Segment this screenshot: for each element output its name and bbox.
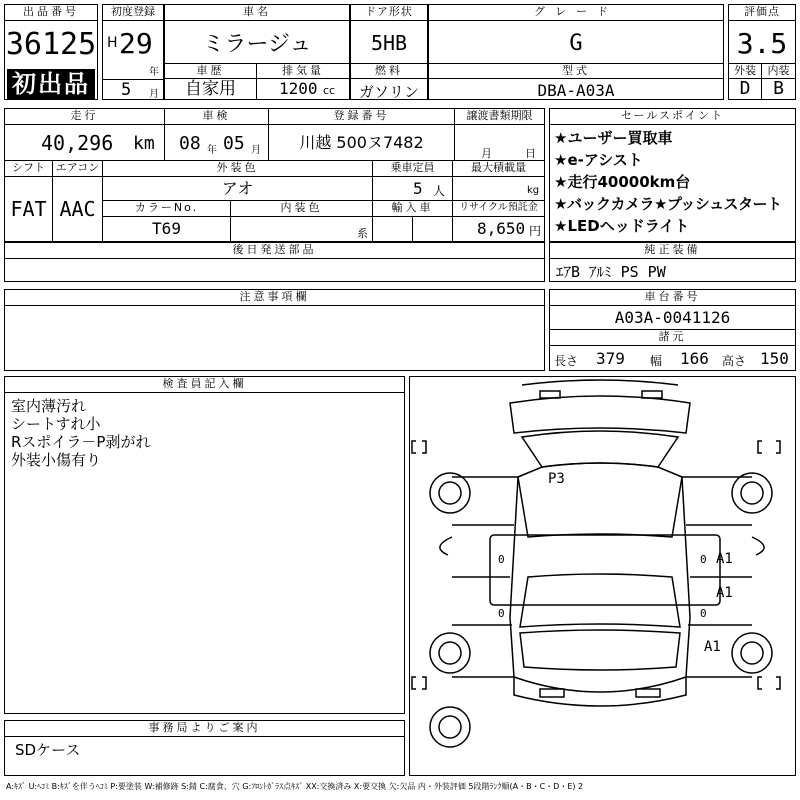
- history-label: 車歴: [165, 63, 257, 79]
- first-reg-year: 29: [119, 27, 153, 60]
- later-parts-label: 後日発送部品: [5, 243, 544, 259]
- height-label: 高さ: [722, 354, 747, 368]
- int-color-unit: 系: [357, 227, 368, 240]
- spec-label: 諸元: [550, 330, 795, 346]
- load-unit: kg: [527, 185, 540, 196]
- notes-box: [4, 289, 545, 371]
- load-label: 最大積載量: [453, 161, 544, 177]
- sales-point: ★ユーザー買取車: [554, 129, 673, 147]
- car-diagram: [409, 376, 796, 776]
- car-name-label: 車名: [165, 5, 349, 21]
- inspector-note: シートすれ小: [11, 415, 101, 433]
- import-label: 輸入車: [373, 201, 453, 217]
- door-box: [350, 4, 428, 100]
- sales-point: ★LEDヘッドライト: [554, 217, 690, 235]
- notes-label: 注意事項欄: [5, 290, 544, 306]
- model-label: 型式: [429, 63, 723, 79]
- ext-color-value: アオ: [103, 177, 373, 201]
- inspection-year-unit: 年: [207, 145, 217, 156]
- displacement-value: 1200: [279, 79, 318, 98]
- chassis-box: [549, 289, 796, 371]
- damage-mark: P3: [548, 471, 565, 487]
- lot-number: 36125: [5, 27, 97, 62]
- exterior-label: 外装: [729, 63, 762, 79]
- damage-mark: A1: [704, 639, 721, 655]
- mileage-label: 走行: [5, 109, 165, 125]
- exterior-grade: D: [729, 79, 762, 99]
- width-label: 幅: [650, 354, 663, 368]
- capacity-value: 5: [413, 179, 423, 198]
- inspector-note: Rスポイラ－P剥がれ: [11, 433, 151, 451]
- equipment-value: ｴｱB ｱﾙﾐ PS PW: [556, 263, 666, 281]
- sales-point: ★バックカメラ★プッシュスタート: [554, 195, 782, 213]
- shift-value: FAT: [5, 177, 53, 241]
- zero-mark: 0: [700, 553, 707, 566]
- zero-mark: 0: [700, 607, 707, 620]
- interior-label: 内装: [762, 63, 795, 79]
- legend-text: A:ｷｽﾞ U:ﾍｺﾐ B:ｷｽﾞを伴うﾍｺﾐ P:要塗装 W:補修跡 S:錆 C:腐食、穴 G:ﾌﾛﾝﾄｶﾞﾗｽ点ｷｽﾞ XX:交換済み X:要交換 欠:欠品 内・外装評価 5段階ﾗﾝｸ順(A・B・C・D・E) 2: [6, 782, 584, 791]
- ac-value: AAC: [53, 177, 103, 241]
- transfer-day-unit: 日: [525, 147, 536, 160]
- first-listing-badge: 初出品: [7, 69, 95, 99]
- inspector-note: 外装小傷有り: [11, 451, 102, 469]
- inspection-month-unit: 月: [251, 145, 261, 156]
- length-value: 379: [596, 349, 625, 368]
- zero-mark: 0: [498, 607, 505, 620]
- shift-label: シフト: [5, 161, 53, 177]
- lot-label: 出品番号: [5, 5, 97, 21]
- sales-points-label: セールスポイント: [550, 109, 795, 125]
- chassis-value: A03A-0041126: [550, 306, 795, 330]
- car-name-box: [164, 4, 350, 100]
- history-value: 自家用: [165, 79, 257, 99]
- first-registration-box: [102, 4, 164, 100]
- sales-point: ★e-アシスト: [554, 151, 643, 169]
- lot-box: [4, 4, 98, 100]
- color-no-label: カラーNo.: [103, 201, 231, 217]
- damage-mark: A1: [716, 551, 733, 567]
- car-name: ミラージュ: [202, 32, 312, 57]
- inspection-label: 車検: [165, 109, 269, 125]
- month-unit: 月: [149, 89, 159, 100]
- damage-mark: A1: [716, 585, 733, 601]
- office-box: [4, 720, 405, 776]
- car-outline: [410, 377, 795, 775]
- equipment-box: [549, 242, 796, 282]
- grade-label: グレード: [429, 5, 723, 21]
- recycle-label: リサイクル預託金: [453, 201, 544, 217]
- ext-color-label: 外装色: [103, 161, 373, 177]
- door-value: 5HB: [370, 31, 408, 55]
- color-no-value: T69: [103, 217, 231, 241]
- fuel-value: ガソリン: [358, 83, 419, 101]
- score-box: [728, 4, 796, 100]
- fuel-label: 燃料: [351, 63, 427, 79]
- interior-grade: B: [773, 78, 784, 99]
- year-unit: 年: [149, 67, 159, 78]
- reg-no-value: 川越 500ヌ7482: [269, 125, 455, 161]
- inspector-label: 検査員記入欄: [5, 377, 404, 393]
- details-box: [4, 108, 545, 242]
- model-value: DBA-A03A: [537, 81, 615, 100]
- first-registration-label: 初度登録: [103, 5, 163, 21]
- recycle-unit: 円: [529, 224, 542, 238]
- chassis-label: 車台番号: [550, 290, 795, 306]
- length-label: 長さ: [554, 354, 579, 368]
- inspection-month: 05: [223, 133, 245, 154]
- later-parts-box: [4, 242, 545, 282]
- transfer-label: 譲渡書類期限: [455, 109, 544, 125]
- capacity-label: 乗車定員: [373, 161, 453, 177]
- displacement-unit: cc: [323, 84, 336, 97]
- width-value: 166: [680, 349, 709, 368]
- inspector-box: [4, 376, 405, 714]
- mileage-unit: km: [133, 133, 155, 154]
- grade-box: [428, 4, 724, 100]
- office-label: 事務局よりご案内: [5, 721, 404, 737]
- ac-label: エアコン: [53, 161, 103, 177]
- era: H: [107, 35, 118, 51]
- displacement-label: 排気量: [257, 63, 349, 79]
- recycle-value: 8,650: [477, 219, 526, 238]
- equipment-label: 純正装備: [550, 243, 795, 259]
- grade-value: G: [569, 31, 583, 56]
- zero-mark: 0: [498, 553, 505, 566]
- office-text: SDケース: [15, 741, 81, 759]
- sales-points-box: [549, 108, 796, 242]
- score-value: 3.5: [736, 27, 788, 60]
- transfer-month-unit: 月: [481, 147, 492, 160]
- first-reg-month: 5: [121, 80, 132, 100]
- mileage-value: 40,296: [41, 131, 114, 155]
- int-color-label: 内装色: [231, 201, 373, 217]
- door-label: ドア形状: [351, 5, 427, 21]
- sales-point: ★走行40000km台: [554, 173, 691, 191]
- height-value: 150: [760, 349, 789, 368]
- inspection-year: 08: [179, 133, 201, 154]
- capacity-unit: 人: [433, 184, 446, 198]
- inspector-note: 室内薄汚れ: [11, 397, 87, 415]
- score-label: 評価点: [729, 5, 795, 21]
- reg-no-label: 登録番号: [269, 109, 455, 125]
